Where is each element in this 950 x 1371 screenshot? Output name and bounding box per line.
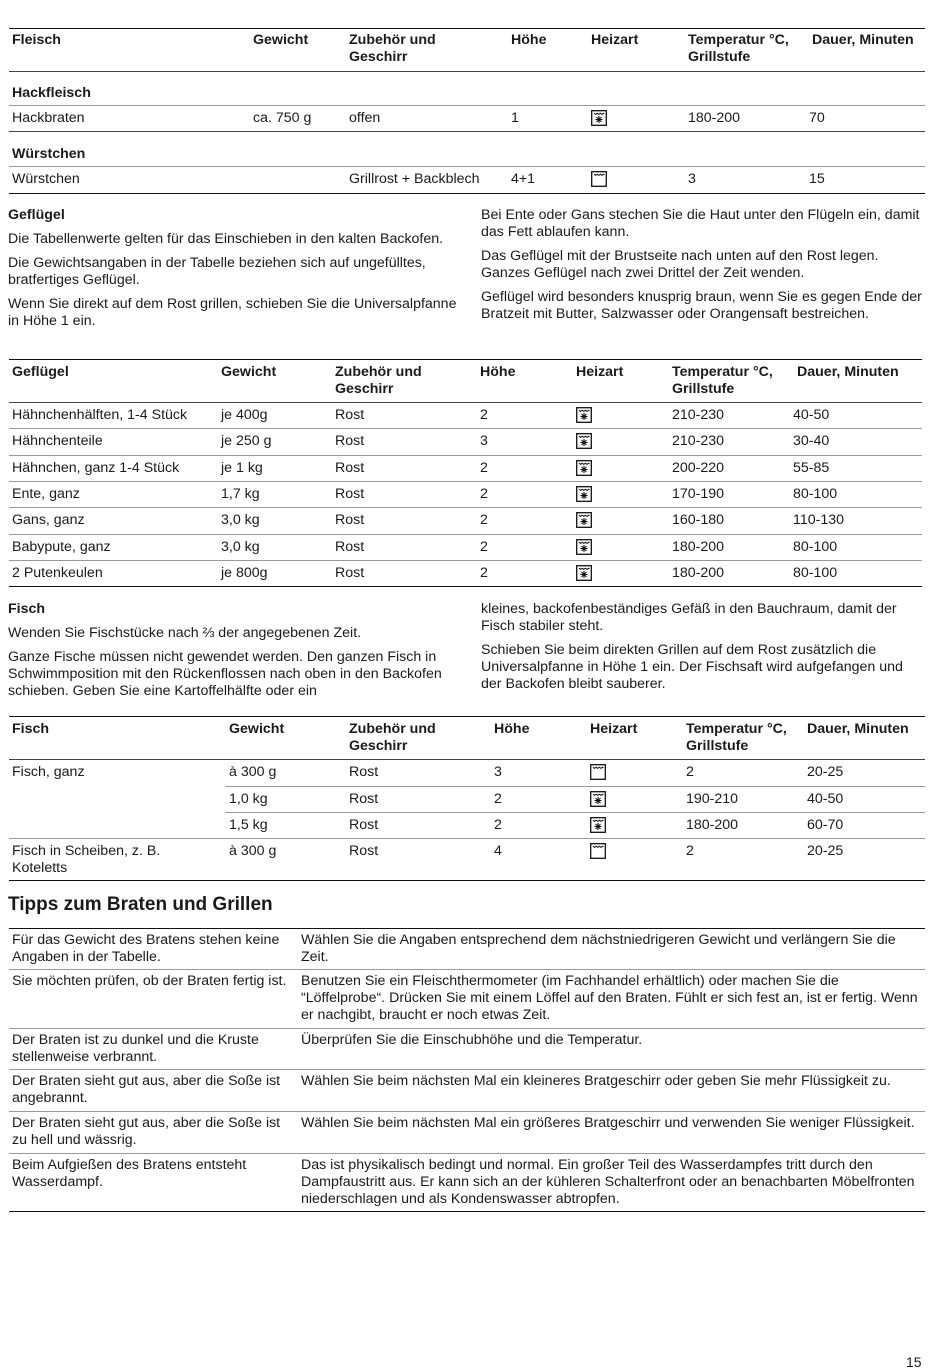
row-rule [9,1069,925,1070]
umluft-grill-icon [576,460,592,476]
cell-level: 2 [480,459,488,476]
paragraph: Die Tabellenwerte gelten für das Einschieben in den kalten Backofen. [8,231,444,247]
header-gewicht: Gewicht [253,32,309,48]
cell-accessory: Rost [335,433,365,450]
cell-duration: 80-100 [793,564,838,581]
header-gewicht: Gewicht [221,364,277,380]
header-rule [9,759,925,760]
paragraph: Wenden Sie Fischstücke nach ⅔ der angegebenen Zeit. [8,625,362,641]
cell-accessory: Rost [349,791,379,807]
row-rule [9,507,922,508]
cell-accessory: Rost [335,459,365,476]
cell-accessory: Rost [349,843,379,859]
table-top-rule [9,28,925,29]
grill-icon [590,764,606,780]
umluft-grill-icon [591,110,607,126]
cell-temp: 190-210 [686,791,739,807]
cell-name: Hähnchen, ganz 1-4 Stück [12,459,180,476]
paragraph: Wenn Sie direkt auf dem Rost grillen, schieben Sie die Universalpfanne in Höhe 1 ein. [8,296,457,329]
header-temperatur: Temperatur °C, Grillstufe [688,32,789,65]
group-title-wuerstchen: Würstchen [12,146,86,162]
fish-intro-right [481,601,927,700]
row-rule [9,560,922,561]
tip-solution: Wählen Sie beim nächsten Mal ein größeres Bratgeschirr und verwenden Sie weniger Flüssigkeit. [301,1115,915,1131]
header-hoehe: Höhe [480,364,516,380]
tip-problem: Für das Gewicht des Bratens stehen keine Angaben in der Tabelle. [12,932,280,965]
umluft-grill-icon [576,565,592,581]
row-rule [9,534,922,535]
tip-problem: Sie möchten prüfen, ob der Braten fertig ist. [12,973,287,989]
cell-temp: 210-230 [672,433,725,450]
poultry-intro-right [481,207,927,330]
paragraph: Bei Ente oder Gans stechen Sie die Haut unter den Flügeln ein, damit das Fett ablaufen kann. [481,207,920,240]
header-zubehoer: Zubehör und Geschirr [349,721,436,754]
row-rule [9,105,925,106]
tip-problem: Der Braten ist zu dunkel und die Kruste stellenweise verbrannt. [12,1032,259,1065]
cell-temp: 160-180 [672,512,725,529]
row-rule [9,838,925,839]
cell-weight: 3,0 kg [221,538,260,555]
cell-level: 3 [494,764,502,780]
cell-level: 2 [480,407,488,423]
cell-weight: je 400g [221,407,268,423]
cell-name: 2 Putenkeulen [12,564,103,581]
table-bottom-rule [9,880,925,881]
grill-icon [591,171,607,187]
page-number: 15 [906,1354,922,1370]
cell-temp: 210-230 [672,407,725,423]
cell-duration: 30-40 [793,433,830,450]
paragraph: Schieben Sie beim direkten Grillen auf dem Rost zusätzlich die Universalpfanne in Höhe 1 ein. Der Fischsaft wird aufgefangen und der Backofen bleibt sauberer. [481,642,903,692]
cell-duration: 15 [809,171,825,187]
cell-temp: 180-200 [686,817,739,833]
cell-name: Fisch in Scheiben, z. B. Koteletts [12,843,161,876]
row-rule [9,166,925,167]
paragraph: Das Geflügel mit der Brustseite nach unten auf den Rost legen. Ganzes Geflügel nach zwei Drittel der Zeit wenden. [481,248,879,281]
table-top-rule [9,928,925,929]
cell-accessory: Rost [335,512,365,529]
header-gefluegel: Geflügel [12,364,69,380]
row-rule [225,786,925,787]
cell-weight: 1,0 kg [229,791,268,807]
header-hoehe: Höhe [494,721,530,737]
header-heizart: Heizart [576,364,624,380]
umluft-grill-icon [576,512,592,528]
cell-weight: 3,0 kg [221,512,260,529]
cell-accessory: Rost [335,538,365,555]
cell-level: 2 [480,512,488,529]
header-gewicht: Gewicht [229,721,285,737]
cell-name: Würstchen [12,171,80,187]
row-rule [9,131,925,132]
tip-solution: Überprüfen Sie die Einschubhöhe und die Temperatur. [301,1032,643,1048]
cell-temp: 180-200 [688,110,741,126]
tip-problem: Beim Aufgießen des Bratens entsteht Wasserdampf. [12,1157,247,1190]
cell-duration: 40-50 [807,791,844,807]
cell-name: Babypute, ganz [12,538,111,555]
header-fisch: Fisch [12,721,50,737]
table-bottom-rule [9,586,922,587]
cell-name: Ente, ganz [12,485,80,502]
tip-problem: Der Braten sieht gut aus, aber die Soße ist angebrannt. [12,1073,281,1106]
header-temperatur: Temperatur °C, Grillstufe [672,364,773,397]
cell-level: 3 [480,433,488,450]
umluft-grill-icon [576,486,592,502]
row-rule [9,1028,925,1029]
cell-duration: 70 [809,110,825,126]
cell-duration: 40-50 [793,407,830,423]
header-heizart: Heizart [590,721,638,737]
header-zubehoer: Zubehör und Geschirr [349,32,436,65]
tip-solution: Das ist physikalisch bedingt und normal. Ein großer Teil des Wasserdampfes tritt durch den Dampfaustritt aus. Er kann sich an der kühleren Schalterfront oder an benachbarten Möbelfronten niederschlagen und als Kondenswasser abtropfen. [301,1157,915,1207]
header-dauer: Dauer, Minuten [797,364,899,380]
cell-duration: 110-130 [793,512,845,529]
header-rule [9,402,922,403]
cell-level: 2 [494,791,502,807]
cell-weight: ca. 750 g [253,110,312,126]
row-rule [9,969,925,970]
header-zubehoer: Zubehör und Geschirr [335,364,422,397]
table-bottom-rule [9,193,925,194]
cell-duration: 55-85 [793,459,830,476]
cell-level: 2 [480,538,488,555]
section-title-gefluegel: Geflügel [8,207,65,223]
cell-level: 1 [511,110,519,126]
tip-problem: Der Braten sieht gut aus, aber die Soße ist zu hell und wässrig. [12,1115,281,1148]
umluft-grill-icon [590,791,606,807]
cell-accessory: Rost [349,764,379,780]
cell-weight: je 250 g [221,433,272,450]
cell-weight: je 1 kg [221,459,263,476]
cell-weight: à 300 g [229,764,277,780]
cell-weight: à 300 g [229,843,277,859]
paragraph: Ganze Fische müssen nicht gewendet werden. Den ganzen Fisch in Schwimmposition mit den Rückenflossen nach oben in den Backofen schieben. Geben Sie eine Kartoffelhälfte oder ein [8,649,442,699]
table-top-rule [9,359,922,360]
cell-name: Gans, ganz [12,512,85,529]
cell-duration: 20-25 [807,764,844,780]
paragraph: kleines, backofenbeständiges Gefäß in den Bauchraum, damit der Fisch stabiler steht. [481,601,897,634]
table-bottom-rule [9,1211,925,1212]
cell-temp: 180-200 [672,564,725,581]
row-rule [9,455,922,456]
table-top-rule [9,716,925,717]
cell-accessory: Rost [335,564,365,581]
row-rule [9,1153,925,1154]
header-dauer: Dauer, Minuten [812,32,914,48]
tips-title: Tipps zum Braten und Grillen [8,894,273,915]
cell-weight: je 800g [221,564,268,581]
header-hoehe: Höhe [511,32,547,48]
tip-solution: Benutzen Sie ein Fleischthermometer (im Fachhandel erhältlich) oder machen Sie die “Löffelprobe“. Drücken Sie mit einem Löffel auf den Braten. Fühlt er sich fest an, ist er fertig. Wenn er nachgibt, braucht er noch etwas Zeit. [301,973,918,1023]
cell-temp: 180-200 [672,538,725,555]
cell-name: Hähnchenteile [12,433,103,450]
header-dauer: Dauer, Minuten [807,721,909,737]
paragraph: Geflügel wird besonders knusprig braun, wenn Sie es gegen Ende der Bratzeit mit Butter, Salzwasser oder Orangensaft bestreichen. [481,289,922,322]
cell-weight: 1,5 kg [229,817,268,833]
umluft-grill-icon [576,539,592,555]
cell-level: 2 [494,817,502,833]
header-fleisch: Fleisch [12,32,61,48]
row-rule [9,1111,925,1112]
fish-intro-left [8,625,460,707]
cell-accessory: Rost [335,485,365,502]
umluft-grill-icon [576,433,592,449]
cell-temp: 170-190 [672,485,725,502]
cell-temp: 3 [688,171,696,187]
cell-level: 2 [480,485,488,502]
row-rule [9,481,922,482]
header-rule [9,71,925,72]
row-rule [9,428,922,429]
paragraph: Die Gewichtsangaben in der Tabelle beziehen sich auf ungefülltes, bratfertiges Geflügel. [8,255,426,288]
cell-accessory: Rost [335,407,365,423]
cell-name: Hähnchenhälften, 1-4 Stück [12,407,188,423]
cell-accessory: offen [349,110,381,126]
cell-level: 2 [480,564,488,581]
cell-name: Hackbraten [12,110,85,126]
cell-weight: 1,7 kg [221,485,260,502]
grill-icon [590,843,606,859]
header-temperatur: Temperatur °C, Grillstufe [686,721,787,754]
cell-duration: 20-25 [807,843,844,859]
umluft-grill-icon [576,407,592,423]
cell-accessory: Grillrost + Backblech [349,171,480,187]
cell-temp: 200-220 [672,459,725,476]
group-title-hackfleisch: Hackfleisch [12,85,91,101]
cell-accessory: Rost [349,817,379,833]
cell-level: 4+1 [511,171,536,187]
cell-temp: 2 [686,764,694,780]
umluft-grill-icon [590,817,606,833]
tip-solution: Wählen Sie beim nächsten Mal ein kleineres Bratgeschirr oder geben Sie mehr Flüssigkeit zu. [301,1073,891,1089]
cell-duration: 80-100 [793,538,838,555]
poultry-intro-left [8,231,460,337]
section-title-fisch: Fisch [8,601,46,617]
cell-name: Fisch, ganz [12,764,85,780]
cell-temp: 2 [686,843,694,859]
tip-solution: Wählen Sie die Angaben entsprechend dem nächstniedrigeren Gewicht und verlängern Sie die Zeit. [301,932,896,965]
header-heizart: Heizart [591,32,639,48]
cell-duration: 60-70 [807,817,844,833]
cell-level: 4 [494,843,502,859]
cell-duration: 80-100 [793,485,838,502]
row-rule [225,812,925,813]
